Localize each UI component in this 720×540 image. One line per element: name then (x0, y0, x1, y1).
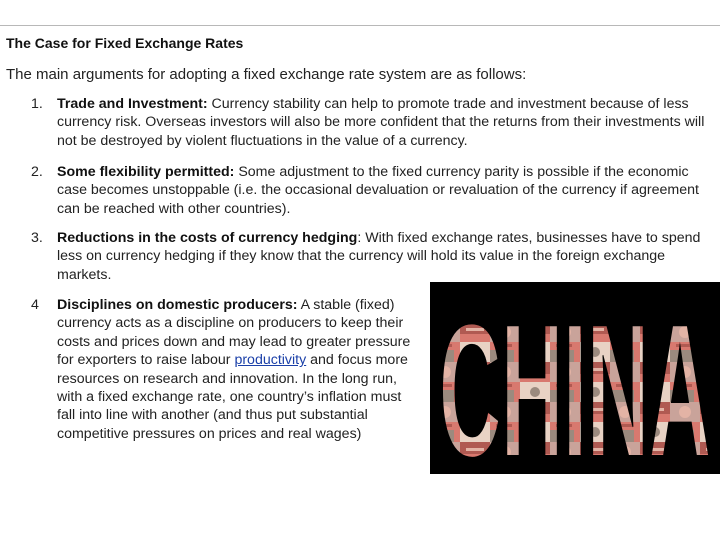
item-text: : With fixed exchange rates, businesses have to spend less on currency hedging if they know that the currency will hold its value in the foreign exchange markets. (57, 230, 701, 283)
item-heading: Some flexibility permitted: (57, 164, 235, 180)
page-title: The Case for Fixed Exchange Rates (6, 35, 244, 51)
item-number: 4 (31, 297, 39, 313)
item-body (57, 296, 422, 443)
item-body (57, 163, 709, 218)
top-divider (0, 25, 720, 26)
item-body (57, 95, 709, 150)
china-word: CHINA (439, 285, 711, 474)
china-word-graphic (430, 282, 720, 474)
item-text: and focus more resources on research and innovation. In the long run, with a fixed exchange rate, one country’s inflation must fall into line with another (and thus put substantial competitive pressures on prices and real wages) (57, 352, 408, 442)
item-number: 1. (31, 96, 43, 112)
item-body (57, 229, 709, 284)
item-heading: Trade and Investment: (57, 96, 208, 112)
item-text: Some adjustment to the fixed currency parity is possible if the economic case becomes unstoppable (i.e. the occasional devaluation or revaluation of the currency if agreement can be reached with other countries). (57, 164, 699, 217)
productivity-link[interactable]: productivity (234, 352, 307, 369)
china-banknotes-image (430, 282, 720, 474)
item-text: Currency stability can help to promote trade and investment because of less currency risk. Overseas investors will also be more confident that the returns from their investments will not be destroyed by violent fluctuations in the value of a currency. (57, 96, 705, 149)
item-number: 2. (31, 164, 43, 180)
item-heading: Disciplines on domestic producers: (57, 297, 298, 313)
intro-text: The main arguments for adopting a fixed exchange rate system are as follows: (6, 66, 527, 83)
item-heading: Reductions in the costs of currency hedging (57, 230, 358, 246)
item-number: 3. (31, 230, 43, 246)
item-text: A stable (fixed) currency acts as a discipline on producers to keep their costs and prices down and may lead to greater pressure for exporters to raise labour (57, 297, 411, 369)
